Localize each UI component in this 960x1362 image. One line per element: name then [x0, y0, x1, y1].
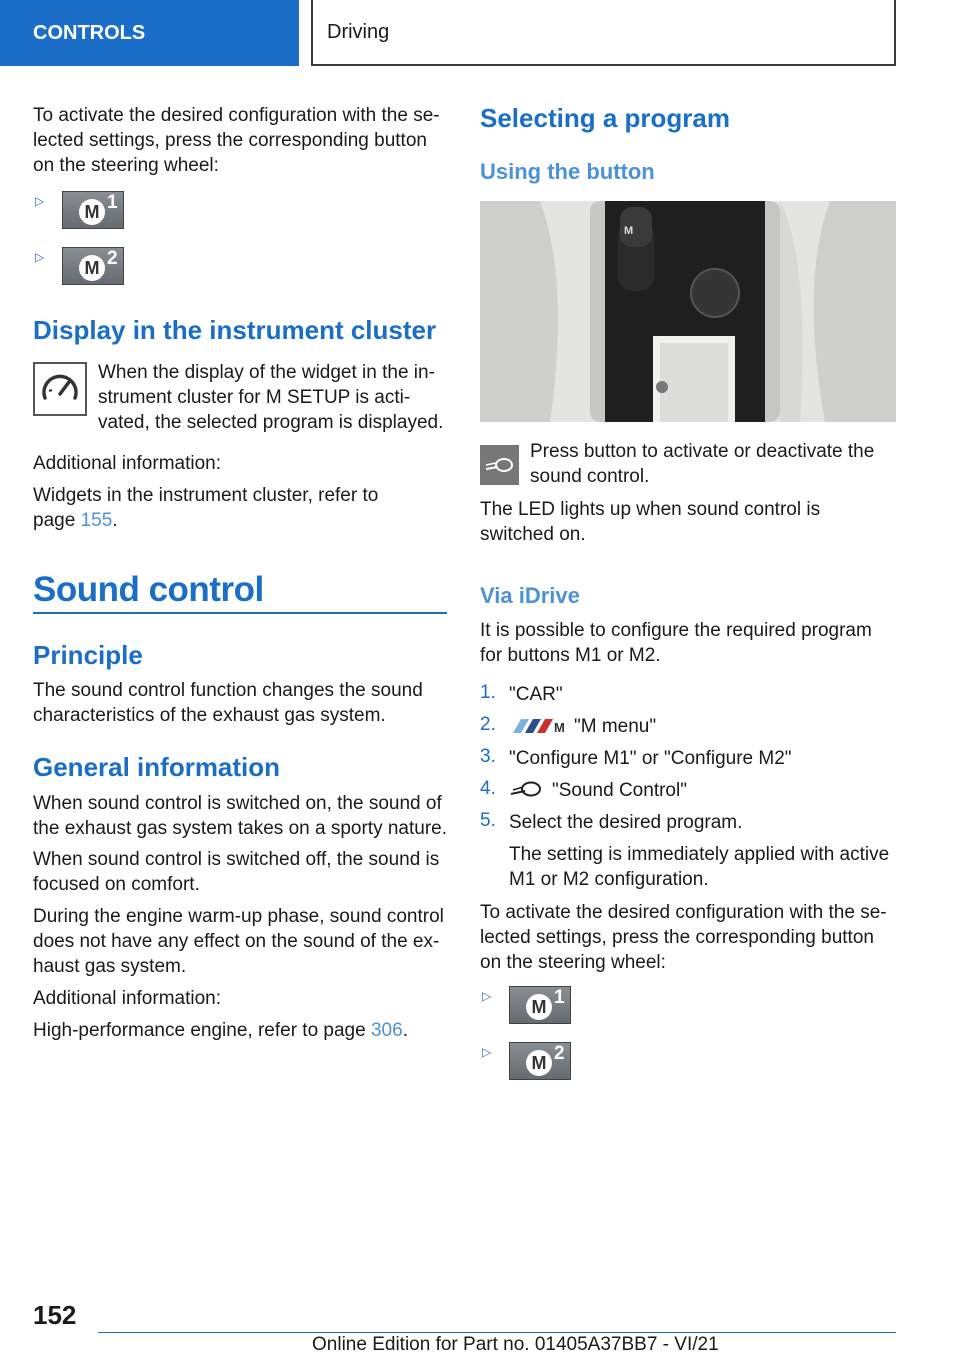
hp-engine-reference: High-performance engine, refer to page 306.: [33, 1020, 408, 1041]
general-paragraph-3: During the engine warm-up phase, sound control does not have any effect on the sound of the ex-haust gas system.: [33, 906, 444, 977]
step-number: 1.: [480, 682, 496, 703]
svg-text:M: M: [554, 720, 565, 735]
display-heading: Display in the instrument cluster: [33, 315, 437, 345]
step-number: 5.: [480, 810, 496, 831]
center-console-image: [480, 201, 896, 422]
footer-rule: [98, 1332, 896, 1333]
section-title: CONTROLS: [33, 21, 146, 44]
step-number: 4.: [480, 778, 496, 799]
m-menu-icon: [509, 717, 565, 740]
speedometer-icon: [33, 362, 87, 416]
general-heading: General information: [33, 752, 281, 782]
principle-text: The sound control function changes the sound characteristics of the exhaust gas system.: [33, 680, 423, 726]
intro-text-2: To activate the desired configuration with the se-lected settings, press the corresponding button on the steering wheel:: [480, 902, 887, 973]
intro-text: To activate the desired configuration with the se-lected settings, press the corresponding button on the steering wheel:: [33, 105, 440, 176]
selecting-heading: Selecting a program: [480, 103, 730, 133]
page-number: 152: [33, 1300, 77, 1330]
step-text: "CAR": [509, 684, 563, 705]
m1-button-icon: M 1: [509, 986, 571, 1024]
step-number: 2.: [480, 714, 496, 735]
additional-info-label-2: Additional information:: [33, 988, 221, 1009]
heading-rule: [33, 612, 447, 614]
m2-button-icon: M 2: [509, 1042, 571, 1080]
bullet-triangle-icon: ▷: [482, 1045, 492, 1059]
m1-button-icon: M 1: [62, 191, 124, 229]
step-text: "Configure M1" or "Configure M2": [509, 748, 792, 769]
bullet-triangle-icon: ▷: [482, 989, 492, 1003]
press-button-text: Press button to activate or deactivate the sound control.: [530, 441, 875, 487]
step-text: Select the desired program.: [509, 812, 743, 833]
sound-control-button-icon: [480, 445, 519, 485]
exhaust-sound-icon: [509, 779, 545, 804]
bullet-triangle-icon: ▷: [35, 194, 45, 208]
additional-info-label: Additional information:: [33, 453, 221, 474]
svg-text:M: M: [624, 225, 634, 237]
step-5-subtext: The setting is immediately applied with active M1 or M2 configuration.: [509, 844, 890, 890]
chapter-tab: [311, 0, 896, 66]
via-idrive-heading: Via iDrive: [480, 583, 580, 608]
step-text: "M menu": [574, 716, 657, 737]
bullet-triangle-icon: ▷: [35, 250, 45, 264]
general-paragraph-2: When sound control is switched off, the sound is focused on comfort.: [33, 849, 440, 895]
principle-heading: Principle: [33, 640, 143, 670]
page-link-155[interactable]: 155: [80, 510, 113, 531]
using-button-heading: Using the button: [480, 159, 655, 184]
page-link-306[interactable]: 306: [370, 1020, 403, 1041]
chapter-title: Driving: [327, 20, 390, 43]
idrive-text: It is possible to configure the required program for buttons M1 or M2.: [480, 620, 872, 666]
section-tab: [0, 0, 299, 66]
step-number: 3.: [480, 746, 496, 767]
widgets-reference: Widgets in the instrument cluster, refer to page 155.: [33, 485, 379, 531]
edition-text: Online Edition for Part no. 01405A37BB7 - VI/21: [312, 1334, 719, 1355]
general-paragraph-1: When sound control is switched on, the sound of the exhaust gas system takes on a sporty nature.: [33, 793, 448, 839]
step-text: "Sound Control": [552, 780, 687, 801]
display-text: When the display of the widget in the in-strument cluster for M SETUP is acti-vated, the selected program is displayed.: [98, 362, 444, 433]
led-text: The LED lights up when sound control is switched on.: [480, 499, 821, 545]
m2-button-icon: M 2: [62, 247, 124, 285]
sound-control-heading: Sound control: [33, 570, 264, 609]
